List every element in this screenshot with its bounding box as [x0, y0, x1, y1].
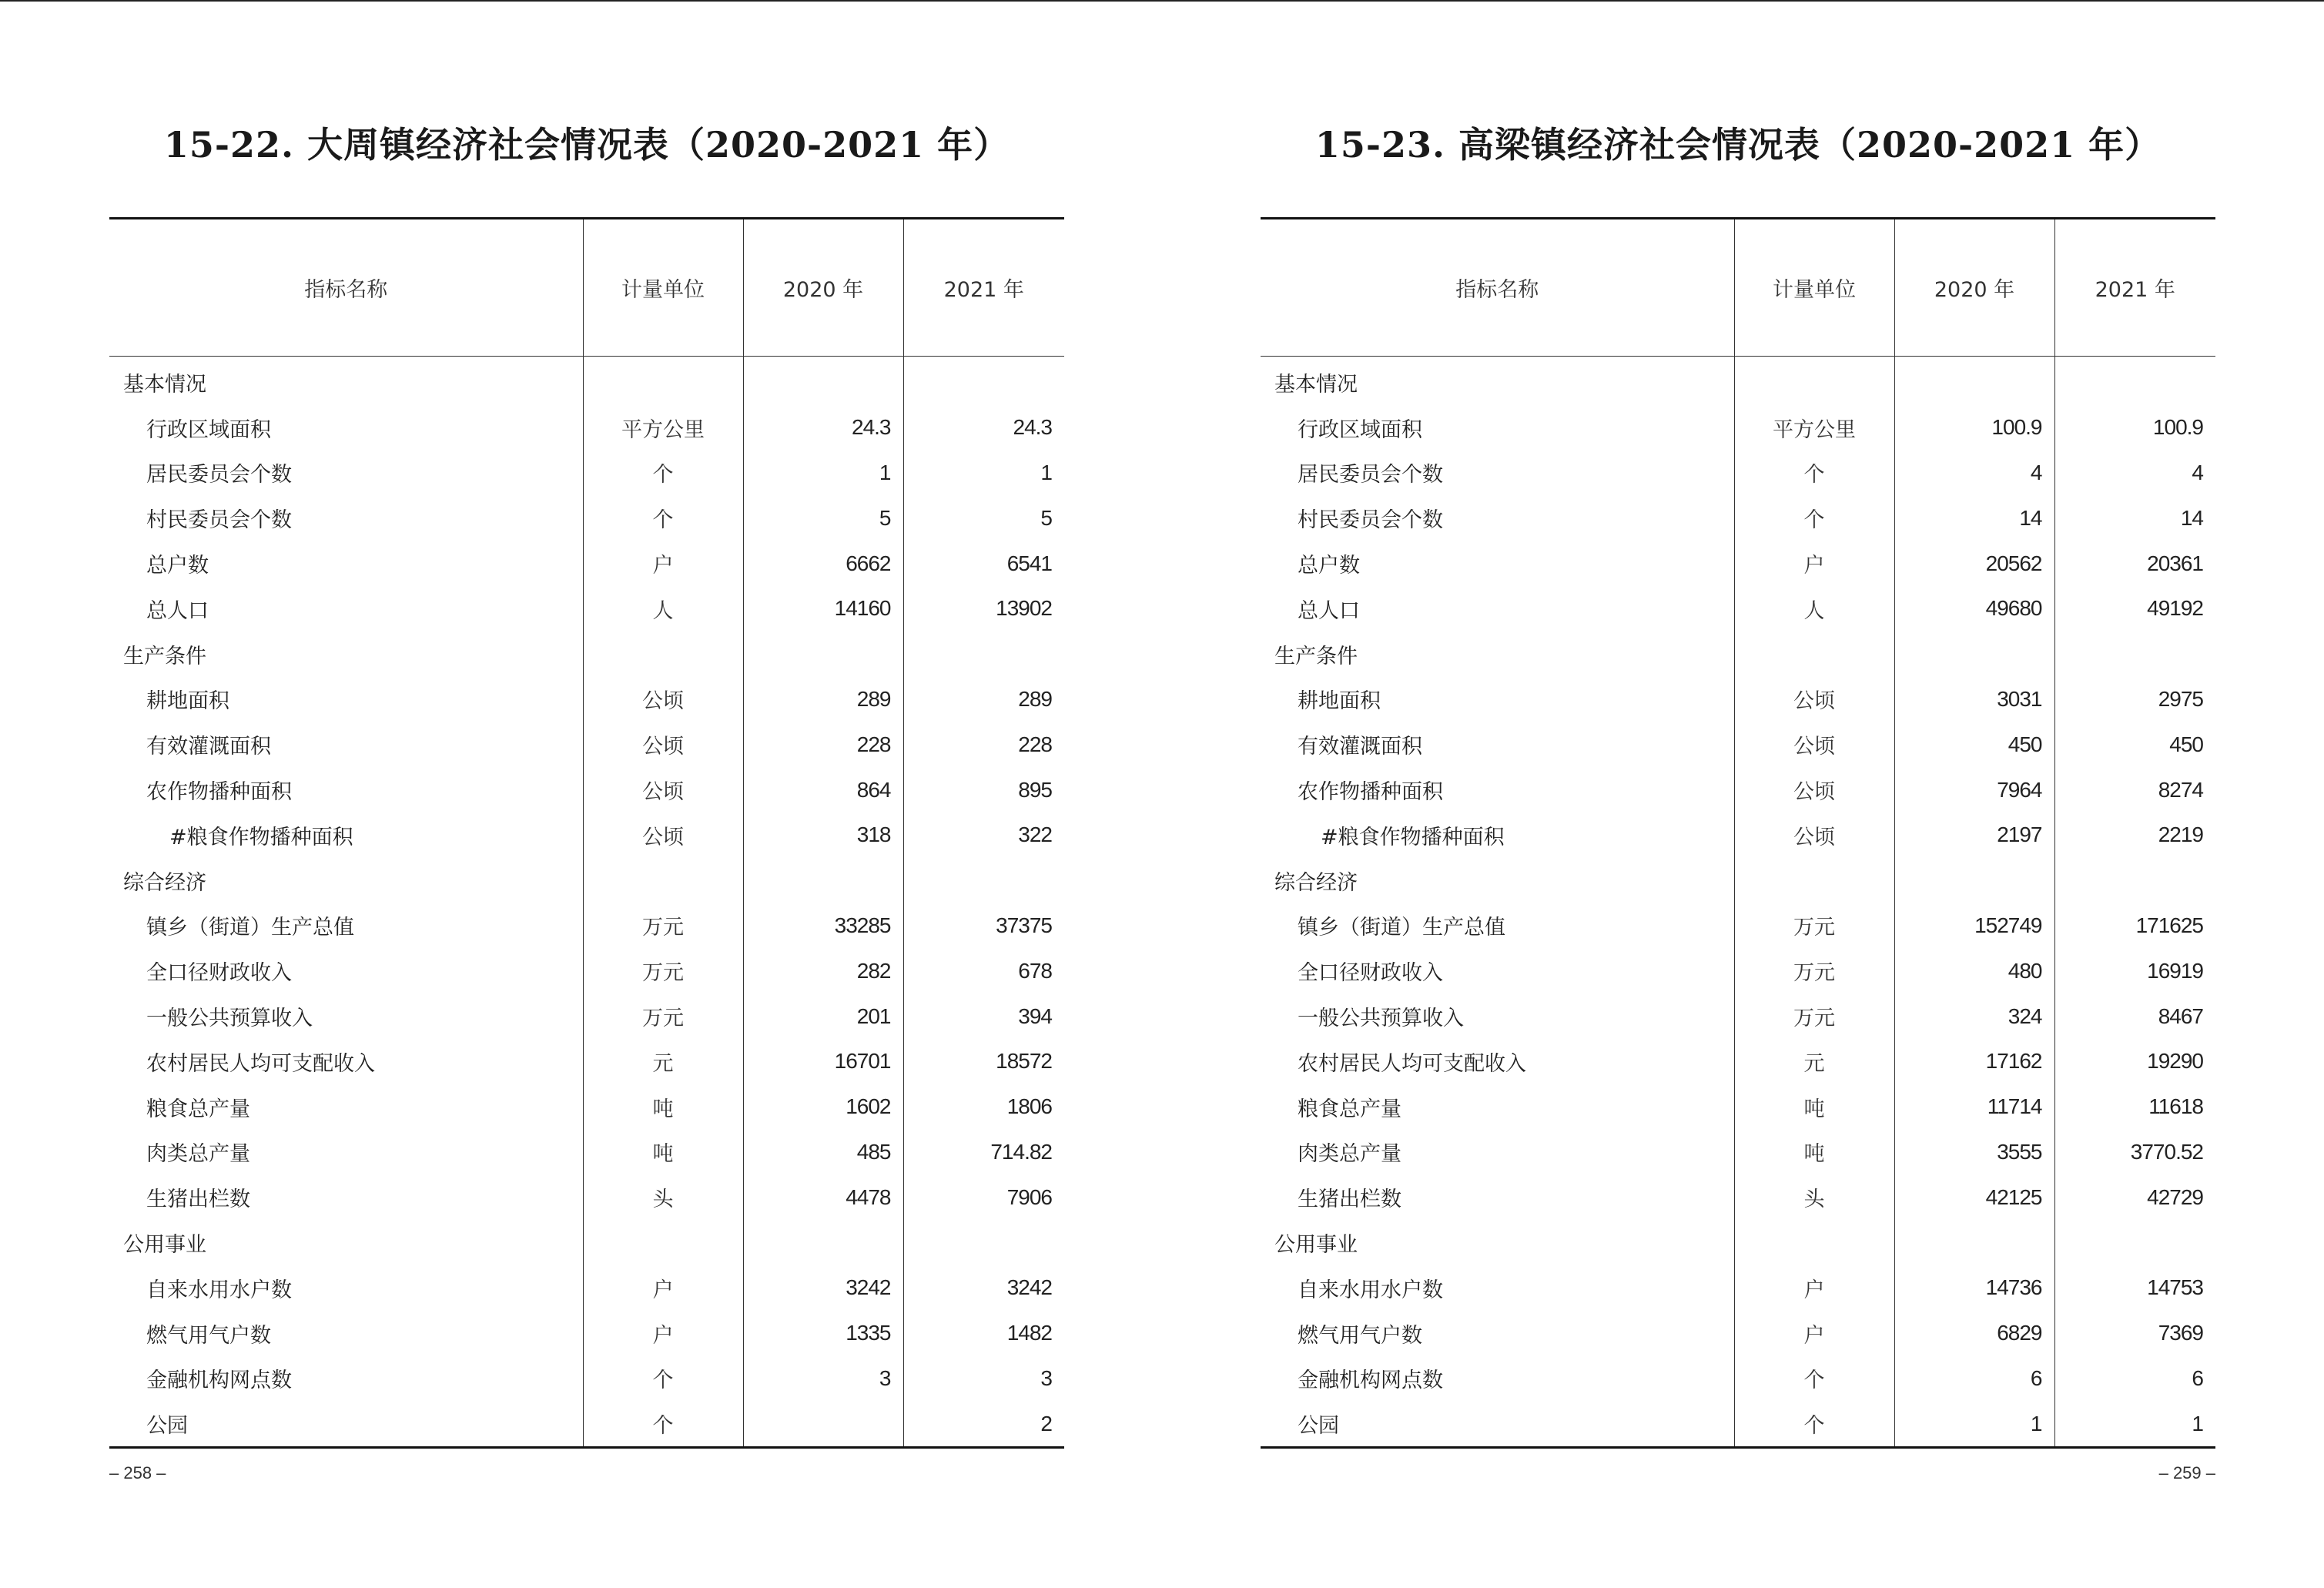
table-row: [1261, 903, 2215, 949]
header-indicator-name: 指标名称: [1261, 219, 1734, 357]
table-row: [1261, 1130, 2215, 1175]
indicator-name-cell: 总人口: [1298, 598, 1360, 623]
header-year-2020: 2020 年: [743, 219, 903, 357]
table-row: [109, 903, 1064, 949]
value-2021-cell: 6: [2054, 1356, 2215, 1402]
unit-cell: 公顷: [583, 812, 743, 858]
section-row: [1261, 632, 2215, 677]
unit-cell: 万元: [583, 948, 743, 993]
table-row: [1261, 1356, 2215, 1402]
indicator-name-cell: 行政区域面积: [146, 417, 271, 442]
table-row: [109, 1174, 1064, 1220]
unit-cell: 公顷: [583, 677, 743, 722]
value-2020-cell: 1: [1894, 1401, 2054, 1447]
value-2021-cell: 5: [903, 495, 1064, 541]
indicator-name-cell: #粮食作物播种面积: [1321, 825, 1505, 849]
indicator-name-cell: 总人口: [146, 598, 209, 623]
value-2021-cell: 18572: [903, 1039, 1064, 1084]
value-2021-cell: 4: [2054, 451, 2215, 496]
indicator-name-cell: 全口径财政收入: [1298, 961, 1443, 986]
value-2021-cell: 3: [903, 1356, 1064, 1402]
indicator-name-cell: 生产条件: [123, 644, 206, 668]
value-2021-cell: [2054, 632, 2215, 677]
table-row: [109, 405, 1064, 451]
table-row: [109, 677, 1064, 722]
value-2021-cell: [2054, 357, 2215, 405]
unit-cell: 吨: [1734, 1084, 1894, 1130]
indicator-name-cell: 镇乡（街道）生产总值: [1298, 916, 1505, 940]
value-2021-cell: 3770.52: [2054, 1130, 2215, 1175]
value-2021-cell: 1: [2054, 1401, 2215, 1447]
value-2021-cell: [903, 1220, 1064, 1265]
table-row: [109, 495, 1064, 541]
table-row: [1261, 1039, 2215, 1084]
table-row: [1261, 1401, 2215, 1447]
value-2021-cell: 2975: [2054, 677, 2215, 722]
value-2021-cell: 49192: [2054, 586, 2215, 632]
indicator-name-cell: 生猪出栏数: [146, 1188, 250, 1212]
indicator-name-cell: 自来水用水户数: [146, 1278, 292, 1302]
value-2020-cell: 24.3: [743, 405, 903, 451]
page-number: – 258 –: [109, 1463, 166, 1482]
table-header-row: [1261, 219, 2215, 357]
unit-cell: 个: [1734, 451, 1894, 496]
value-2020-cell: 1: [743, 451, 903, 496]
value-2021-cell: 42729: [2054, 1174, 2215, 1220]
unit-cell: 万元: [583, 993, 743, 1039]
value-2021-cell: 24.3: [903, 405, 1064, 451]
value-2021-cell: [2054, 1220, 2215, 1265]
value-2021-cell: 171625: [2054, 903, 2215, 949]
value-2021-cell: 1806: [903, 1084, 1064, 1130]
table-row: [1261, 1265, 2215, 1311]
indicator-name-cell: 农作物播种面积: [1298, 780, 1443, 805]
table-body: [109, 357, 1064, 1448]
indicator-name-cell: 金融机构网点数: [1298, 1369, 1443, 1393]
indicator-name-cell: 综合经济: [123, 870, 206, 895]
indicator-name-cell: 燃气用气户数: [1298, 1323, 1422, 1348]
value-2020-cell: 20562: [1894, 541, 2054, 586]
indicator-name-cell: 生猪出栏数: [1298, 1188, 1401, 1212]
value-2020-cell: 16701: [743, 1039, 903, 1084]
unit-cell: 万元: [583, 903, 743, 949]
table-row: [109, 812, 1064, 858]
value-2021-cell: 7369: [2054, 1311, 2215, 1356]
value-2020-cell: 282: [743, 948, 903, 993]
value-2021-cell: 2219: [2054, 812, 2215, 858]
indicator-name-cell: 粮食总产量: [146, 1097, 250, 1121]
value-2020-cell: 318: [743, 812, 903, 858]
value-2020-cell: 5: [743, 495, 903, 541]
page-title: 15-23. 高梁镇经济社会情况表（2020-2021 年）: [1314, 124, 2162, 166]
unit-cell: 元: [1734, 1039, 1894, 1084]
value-2020-cell: [743, 858, 903, 903]
unit-cell: 平方公里: [1734, 405, 1894, 451]
indicator-name-cell: 有效灌溉面积: [146, 735, 271, 759]
unit-cell: 户: [583, 541, 743, 586]
table-row: [109, 767, 1064, 812]
unit-cell: 吨: [583, 1084, 743, 1130]
value-2020-cell: 3242: [743, 1265, 903, 1311]
indicator-name-cell: 综合经济: [1274, 870, 1358, 895]
table-row: [109, 1039, 1064, 1084]
value-2021-cell: 450: [2054, 722, 2215, 767]
table-row: [109, 1356, 1064, 1402]
value-2020-cell: 450: [1894, 722, 2054, 767]
indicator-name-cell: 村民委员会个数: [146, 508, 292, 533]
left-page: [109, 0, 1064, 1588]
value-2020-cell: [1894, 357, 2054, 405]
indicator-name-cell: 居民委员会个数: [146, 463, 292, 487]
value-2020-cell: 42125: [1894, 1174, 2054, 1220]
value-2020-cell: 201: [743, 993, 903, 1039]
indicator-name-cell: 全口径财政收入: [146, 961, 292, 986]
value-2021-cell: [903, 632, 1064, 677]
unit-cell: [1734, 632, 1894, 677]
unit-cell: 公顷: [583, 722, 743, 767]
value-2021-cell: 895: [903, 767, 1064, 812]
indicator-name-cell: 有效灌溉面积: [1298, 735, 1422, 759]
header-year-2021: 2021 年: [2054, 219, 2215, 357]
unit-cell: [583, 858, 743, 903]
unit-cell: 个: [583, 495, 743, 541]
table-row: [109, 993, 1064, 1039]
table-header-row: [109, 219, 1064, 357]
indicator-name-cell: 肉类总产量: [1298, 1142, 1401, 1167]
table-row: [109, 541, 1064, 586]
unit-cell: 万元: [1734, 903, 1894, 949]
indicator-name-cell: 居民委员会个数: [1298, 463, 1443, 487]
table-row: [1261, 495, 2215, 541]
unit-cell: 头: [583, 1174, 743, 1220]
unit-cell: 吨: [1734, 1130, 1894, 1175]
unit-cell: 公顷: [583, 767, 743, 812]
value-2020-cell: 2197: [1894, 812, 2054, 858]
value-2021-cell: 3242: [903, 1265, 1064, 1311]
value-2020-cell: 11714: [1894, 1084, 2054, 1130]
unit-cell: 头: [1734, 1174, 1894, 1220]
indicator-name-cell: 一般公共预算收入: [146, 1007, 313, 1031]
indicator-name-cell: 耕地面积: [146, 689, 229, 714]
table-row: [1261, 948, 2215, 993]
table-row: [109, 1265, 1064, 1311]
value-2020-cell: [1894, 858, 2054, 903]
section-row: [109, 1220, 1064, 1265]
unit-cell: 吨: [583, 1130, 743, 1175]
value-2020-cell: 3: [743, 1356, 903, 1402]
page-number: – 259 –: [2158, 1463, 2215, 1482]
value-2020-cell: 49680: [1894, 586, 2054, 632]
value-2021-cell: 8274: [2054, 767, 2215, 812]
unit-cell: 万元: [1734, 993, 1894, 1039]
table-row: [1261, 541, 2215, 586]
unit-cell: 个: [583, 1356, 743, 1402]
indicator-name-cell: 总户数: [1298, 554, 1360, 578]
value-2020-cell: 289: [743, 677, 903, 722]
value-2021-cell: 8467: [2054, 993, 2215, 1039]
value-2021-cell: 11618: [2054, 1084, 2215, 1130]
table-body: [1261, 357, 2215, 1448]
stats-table: [109, 217, 1064, 1449]
value-2020-cell: 6662: [743, 541, 903, 586]
value-2021-cell: 1482: [903, 1311, 1064, 1356]
table-row: [1261, 1174, 2215, 1220]
indicator-name-cell: 燃气用气户数: [146, 1323, 271, 1348]
value-2020-cell: [743, 1401, 903, 1447]
unit-cell: 公顷: [1734, 812, 1894, 858]
value-2020-cell: 6: [1894, 1356, 2054, 1402]
table-row: [109, 451, 1064, 496]
value-2020-cell: [1894, 1220, 2054, 1265]
value-2020-cell: 14160: [743, 586, 903, 632]
unit-cell: [1734, 858, 1894, 903]
indicator-name-cell: 基本情况: [1274, 372, 1358, 397]
table-row: [109, 586, 1064, 632]
value-2020-cell: 7964: [1894, 767, 2054, 812]
value-2020-cell: 485: [743, 1130, 903, 1175]
table-row: [109, 1130, 1064, 1175]
table-row: [109, 1401, 1064, 1447]
value-2020-cell: 1602: [743, 1084, 903, 1130]
page-title: 15-22. 大周镇经济社会情况表（2020-2021 年）: [163, 124, 1010, 166]
value-2020-cell: 3031: [1894, 677, 2054, 722]
table-row: [1261, 993, 2215, 1039]
indicator-name-cell: 行政区域面积: [1298, 417, 1422, 442]
value-2020-cell: 4478: [743, 1174, 903, 1220]
header-unit: 计量单位: [1734, 219, 1894, 357]
unit-cell: [583, 632, 743, 677]
indicator-name-cell: 基本情况: [123, 372, 206, 397]
indicator-name-cell: #粮食作物播种面积: [169, 825, 353, 849]
indicator-name-cell: 镇乡（街道）生产总值: [146, 916, 354, 940]
section-row: [1261, 1220, 2215, 1265]
value-2020-cell: 228: [743, 722, 903, 767]
table-row: [1261, 586, 2215, 632]
table-row: [109, 948, 1064, 993]
unit-cell: 个: [583, 451, 743, 496]
unit-cell: 户: [1734, 1311, 1894, 1356]
header-year-2020: 2020 年: [1894, 219, 2054, 357]
value-2021-cell: 714.82: [903, 1130, 1064, 1175]
indicator-name-cell: 农村居民人均可支配收入: [146, 1051, 375, 1076]
value-2021-cell: 20361: [2054, 541, 2215, 586]
section-row: [109, 357, 1064, 405]
indicator-name-cell: 一般公共预算收入: [1298, 1007, 1464, 1031]
value-2020-cell: [1894, 632, 2054, 677]
value-2020-cell: 152749: [1894, 903, 2054, 949]
table-row: [1261, 722, 2215, 767]
unit-cell: 户: [1734, 541, 1894, 586]
value-2021-cell: 37375: [903, 903, 1064, 949]
value-2021-cell: [2054, 858, 2215, 903]
indicator-name-cell: 农作物播种面积: [146, 780, 292, 805]
unit-cell: 个: [583, 1401, 743, 1447]
unit-cell: [583, 357, 743, 405]
value-2021-cell: 1: [903, 451, 1064, 496]
table-row: [109, 1084, 1064, 1130]
value-2021-cell: 6541: [903, 541, 1064, 586]
value-2021-cell: 14: [2054, 495, 2215, 541]
indicator-name-cell: 公园: [146, 1414, 188, 1439]
header-year-2021: 2021 年: [903, 219, 1064, 357]
indicator-name-cell: 公用事业: [123, 1233, 206, 1258]
indicator-name-cell: 公用事业: [1274, 1233, 1358, 1258]
table-row: [109, 722, 1064, 767]
value-2020-cell: 14736: [1894, 1265, 2054, 1311]
indicator-name-cell: 村民委员会个数: [1298, 508, 1443, 533]
value-2021-cell: 16919: [2054, 948, 2215, 993]
value-2020-cell: 4: [1894, 451, 2054, 496]
value-2021-cell: 228: [903, 722, 1064, 767]
section-row: [1261, 858, 2215, 903]
value-2020-cell: 1335: [743, 1311, 903, 1356]
indicator-name-cell: 金融机构网点数: [146, 1369, 292, 1393]
unit-cell: 公顷: [1734, 722, 1894, 767]
value-2021-cell: 7906: [903, 1174, 1064, 1220]
unit-cell: 户: [1734, 1265, 1894, 1311]
unit-cell: 元: [583, 1039, 743, 1084]
section-row: [109, 632, 1064, 677]
table-row: [1261, 405, 2215, 451]
value-2021-cell: 100.9: [2054, 405, 2215, 451]
table-row: [1261, 812, 2215, 858]
value-2021-cell: 14753: [2054, 1265, 2215, 1311]
value-2021-cell: [903, 357, 1064, 405]
unit-cell: 人: [1734, 586, 1894, 632]
unit-cell: [1734, 1220, 1894, 1265]
indicator-name-cell: 耕地面积: [1298, 689, 1381, 714]
unit-cell: [583, 1220, 743, 1265]
value-2021-cell: 322: [903, 812, 1064, 858]
right-page: [1261, 0, 2215, 1588]
table-row: [1261, 451, 2215, 496]
table-row: [1261, 677, 2215, 722]
unit-cell: 平方公里: [583, 405, 743, 451]
unit-cell: 户: [583, 1311, 743, 1356]
value-2020-cell: 864: [743, 767, 903, 812]
table-row: [1261, 767, 2215, 812]
value-2020-cell: 100.9: [1894, 405, 2054, 451]
value-2020-cell: 3555: [1894, 1130, 2054, 1175]
indicator-name-cell: 公园: [1298, 1414, 1339, 1439]
value-2021-cell: 394: [903, 993, 1064, 1039]
unit-cell: 个: [1734, 1356, 1894, 1402]
unit-cell: 个: [1734, 1401, 1894, 1447]
value-2021-cell: 678: [903, 948, 1064, 993]
unit-cell: 万元: [1734, 948, 1894, 993]
header-indicator-name: 指标名称: [109, 219, 583, 357]
value-2020-cell: [743, 357, 903, 405]
value-2020-cell: [743, 1220, 903, 1265]
value-2020-cell: 14: [1894, 495, 2054, 541]
value-2020-cell: 17162: [1894, 1039, 2054, 1084]
indicator-name-cell: 总户数: [146, 554, 209, 578]
value-2021-cell: 19290: [2054, 1039, 2215, 1084]
value-2020-cell: 6829: [1894, 1311, 2054, 1356]
value-2020-cell: 324: [1894, 993, 2054, 1039]
unit-cell: 公顷: [1734, 677, 1894, 722]
unit-cell: 公顷: [1734, 767, 1894, 812]
section-row: [1261, 357, 2215, 405]
value-2021-cell: 13902: [903, 586, 1064, 632]
value-2020-cell: [743, 632, 903, 677]
header-unit: 计量单位: [583, 219, 743, 357]
value-2020-cell: 480: [1894, 948, 2054, 993]
indicator-name-cell: 农村居民人均可支配收入: [1298, 1051, 1526, 1076]
value-2021-cell: 2: [903, 1401, 1064, 1447]
section-row: [109, 858, 1064, 903]
table-row: [1261, 1084, 2215, 1130]
indicator-name-cell: 肉类总产量: [146, 1142, 250, 1167]
unit-cell: 户: [583, 1265, 743, 1311]
indicator-name-cell: 自来水用水户数: [1298, 1278, 1443, 1302]
stats-table: [1261, 217, 2215, 1449]
value-2021-cell: [903, 858, 1064, 903]
indicator-name-cell: 生产条件: [1274, 644, 1358, 668]
indicator-name-cell: 粮食总产量: [1298, 1097, 1401, 1121]
unit-cell: [1734, 357, 1894, 405]
value-2020-cell: 33285: [743, 903, 903, 949]
table-row: [1261, 1311, 2215, 1356]
table-row: [109, 1311, 1064, 1356]
value-2021-cell: 289: [903, 677, 1064, 722]
unit-cell: 人: [583, 586, 743, 632]
unit-cell: 个: [1734, 495, 1894, 541]
